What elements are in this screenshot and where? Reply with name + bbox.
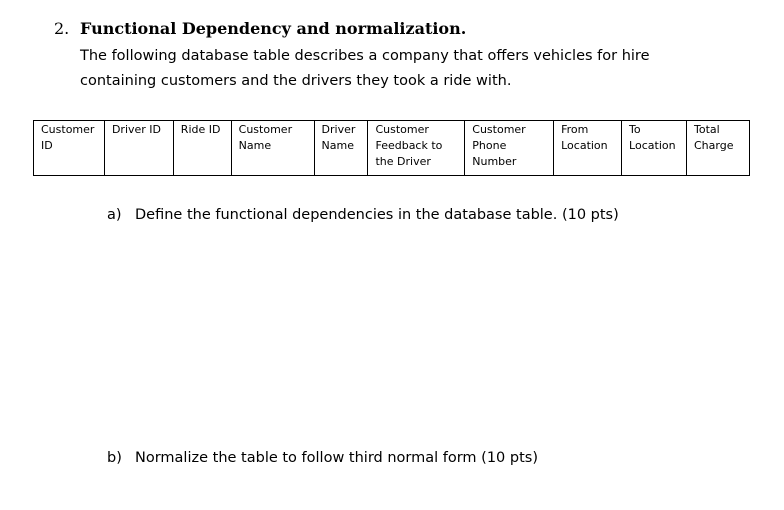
intro-line-2: containing customers and the drivers they took a ride with. — [80, 73, 512, 89]
column-header-ride-id: Ride ID — [173, 121, 231, 176]
subquestion-b — [107, 448, 538, 468]
column-header-to-location: To Location — [622, 121, 687, 176]
column-header-customer-name: Customer Name — [231, 121, 314, 176]
column-header-customer-id: Customer ID — [34, 121, 105, 176]
question-heading — [54, 18, 466, 40]
column-header-from-location: From Location — [554, 121, 622, 176]
subquestion-b-marker: b) — [107, 450, 122, 466]
column-header-total-charge: Total Charge — [687, 121, 750, 176]
schema-table — [33, 120, 750, 176]
subquestion-a-marker: a) — [107, 207, 122, 223]
subquestion-b-text: Normalize the table to follow third normal form (10 pts) — [135, 450, 538, 466]
intro-line-1: The following database table describes a company that offers vehicles for hire — [80, 48, 650, 64]
question-title: Functional Dependency and normalization. — [80, 19, 467, 38]
column-header-driver-name: Driver Name — [314, 121, 368, 176]
question-number: 2. — [54, 19, 70, 38]
question-intro — [80, 44, 720, 94]
subquestion-a — [107, 205, 619, 225]
column-header-customer-phone: Customer Phone Number — [465, 121, 554, 176]
column-header-driver-id: Driver ID — [104, 121, 173, 176]
subquestion-a-text: Define the functional dependencies in the database table. (10 pts) — [135, 207, 619, 223]
column-header-customer-feedback: Customer Feedback to the Driver — [368, 121, 465, 176]
table-header-row — [34, 121, 750, 176]
